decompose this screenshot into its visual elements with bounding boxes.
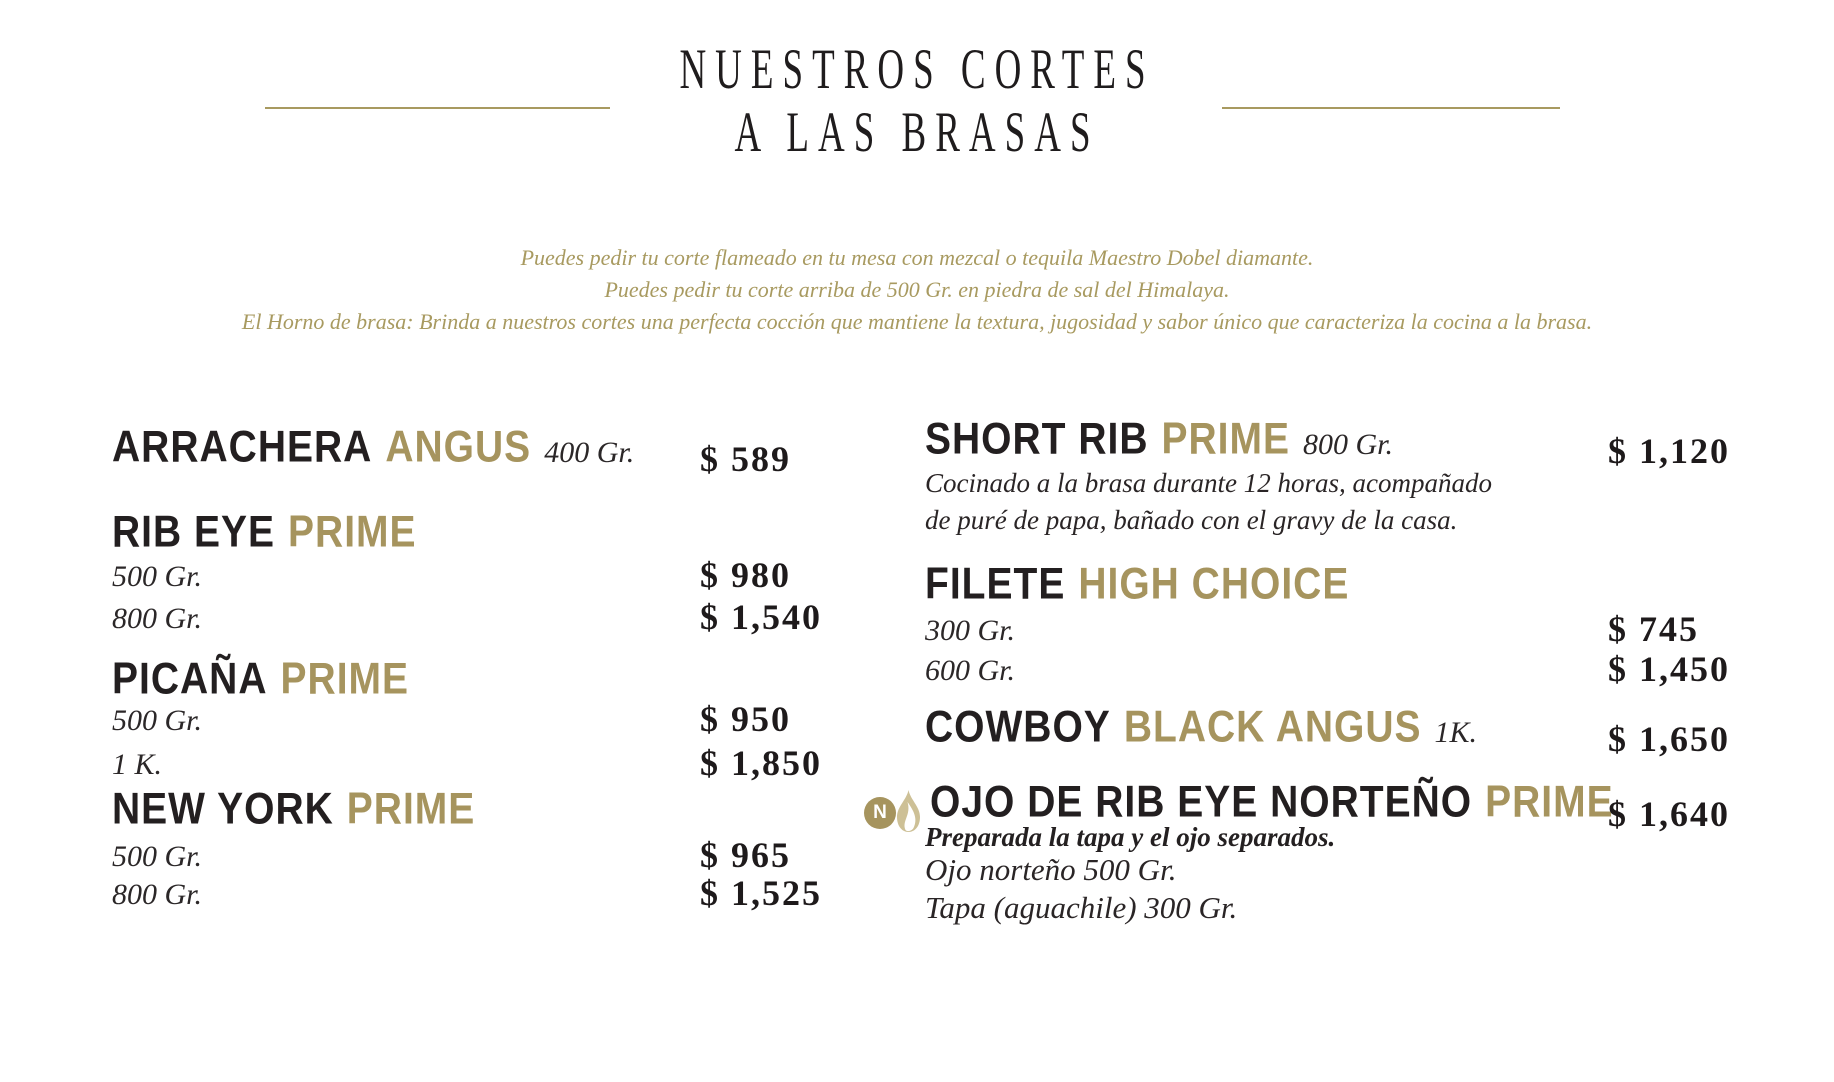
variant-price: $ 965 — [700, 835, 791, 875]
variant-price: $ 1,540 — [700, 597, 822, 637]
flame-icon — [897, 790, 920, 837]
item-price: $ 1,120 — [1608, 431, 1730, 471]
page-title-line1: NUESTROS CORTES — [679, 38, 1155, 102]
item-grade: PRIME — [1485, 777, 1614, 827]
variant-price: $ 1,450 — [1608, 649, 1730, 689]
item-grade: HIGH CHOICE — [1078, 559, 1350, 609]
intro-note-2: Puedes pedir tu corte arriba de 500 Gr. en piedra de sal del Himalaya. — [604, 277, 1230, 302]
intro-note-3: El Horno de brasa: Brinda a nuestros cortes una perfecta cocción que mantiene la textura, jugosidad y sabor único que caracteriza la cocina a la brasa. — [241, 309, 1593, 334]
title-divider-right — [1222, 107, 1560, 109]
item-size: 800 Gr. — [1303, 428, 1394, 461]
item-heading — [925, 702, 1478, 752]
description-line: Cocinado a la brasa durante 12 horas, acompañado — [925, 468, 1492, 498]
description-line: de puré de papa, bañado con el gravy de la casa. — [925, 505, 1458, 535]
variant-price: $ 950 — [700, 699, 791, 739]
item-price: $ 589 — [700, 439, 791, 479]
variant-size: 500 Gr. — [112, 560, 203, 593]
item-name: SHORT RIB — [925, 414, 1149, 464]
note-line: Ojo norteño 500 Gr. — [925, 852, 1177, 887]
variant-size: 500 Gr. — [112, 840, 203, 873]
item-grade: ANGUS — [385, 422, 532, 472]
item-heading — [925, 414, 1394, 464]
variant-price: $ 980 — [700, 555, 791, 595]
variant-size: 800 Gr. — [112, 602, 203, 635]
item-heading — [112, 507, 417, 557]
item-name: OJO DE RIB EYE NORTEÑO — [930, 777, 1473, 827]
item-size: 400 Gr. — [544, 436, 635, 469]
item-heading — [930, 777, 1614, 827]
item-name: RIB EYE — [112, 507, 276, 557]
title-divider-left — [265, 107, 610, 109]
item-name: COWBOY — [925, 702, 1111, 752]
item-grade: PRIME — [346, 784, 476, 834]
item-heading — [112, 422, 635, 472]
variant-size: 500 Gr. — [112, 704, 203, 737]
intro-note-1: Puedes pedir tu corte flameado en tu mesa con mezcal o tequila Maestro Dobel diamante. — [520, 245, 1314, 270]
item-grade: BLACK ANGUS — [1123, 702, 1422, 752]
item-name: ARRACHERA — [112, 422, 373, 472]
item-name: PICAÑA — [112, 654, 268, 704]
variant-size: 600 Gr. — [925, 654, 1016, 687]
note-line: Preparada la tapa y el ojo separados. — [925, 822, 1336, 852]
item-name: NEW YORK — [112, 784, 334, 834]
item-grade: PRIME — [280, 654, 410, 704]
item-name: FILETE — [925, 559, 1066, 609]
page-title-line2: A LAS BRASAS — [734, 101, 1100, 165]
norteno-badge-icon: N — [864, 797, 896, 829]
variant-price: $ 1,850 — [700, 743, 822, 783]
item-heading — [112, 784, 476, 834]
note-line: Tapa (aguachile) 300 Gr. — [925, 890, 1238, 925]
item-heading — [112, 654, 410, 704]
item-price: $ 1,640 — [1608, 794, 1730, 834]
item-heading — [925, 559, 1350, 609]
item-size: 1K. — [1434, 716, 1478, 749]
item-price: $ 1,650 — [1608, 719, 1730, 759]
variant-size: 1 K. — [112, 748, 163, 781]
item-grade: PRIME — [288, 507, 417, 557]
variant-price: $ 1,525 — [700, 873, 822, 913]
variant-size: 300 Gr. — [925, 614, 1016, 647]
variant-price: $ 745 — [1608, 609, 1699, 649]
variant-size: 800 Gr. — [112, 878, 203, 911]
item-grade: PRIME — [1161, 414, 1291, 464]
